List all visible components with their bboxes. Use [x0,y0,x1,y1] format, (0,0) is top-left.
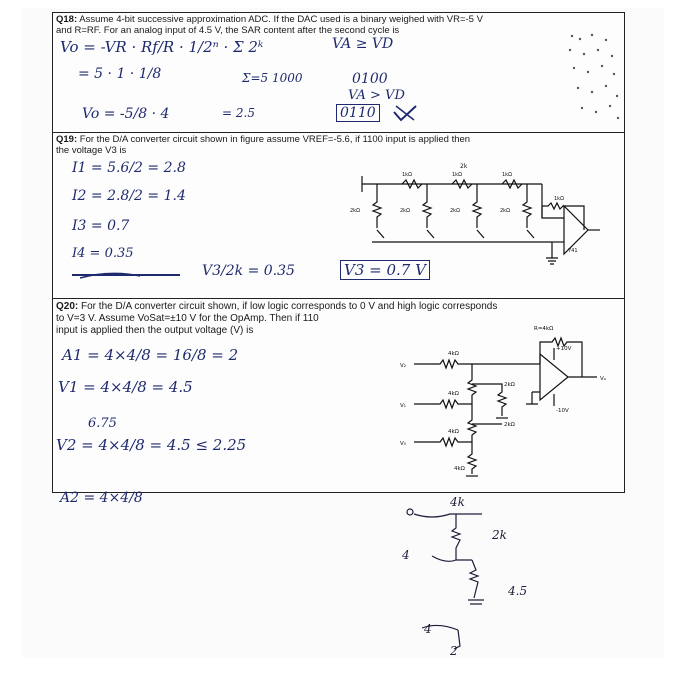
q18-work-code1: 0100 [352,71,388,87]
q20-label-r-bottom: 4kΩ [454,466,465,472]
q18-work-compare1: VA ≥ VD [332,36,394,52]
q20-line1: For the D/A converter circuit shown, if low logic corresponds to 0 V and high logic corresponds [81,301,498,312]
q20-label-vminus: -10V [556,408,569,414]
q20-label-rf: R=4kΩ [534,326,554,332]
q18-work-result: = 2.5 [222,106,255,120]
q19-strike [70,270,190,280]
q19-line2: the voltage V3 is [56,145,127,156]
margin-sketch-ladder [402,498,522,658]
q19-label-2k: 2k [460,163,468,170]
q19-label-r6: 2kΩ [450,208,460,214]
q20-number: Q20: [56,301,79,312]
q18-line2: and R=RF. For an analog input of 4.5 V, the SAR content after the second cycle is [56,25,400,36]
q20-label-2k-b: 2kΩ [504,422,515,428]
margin-note-45: 4.5 [508,584,528,598]
margin-note-4b: 4 [424,622,432,636]
q18-work-compare2: VA > VD [348,88,405,103]
q18-answer: 0110 [336,104,380,122]
q20-label-r-low: 4kΩ [448,429,459,435]
q20-work-v2: V2 = 4×4/8 = 4.5 ≤ 2.25 [56,436,247,454]
q18-work-line1: Vo = -VR · Rf/R · 1/2ⁿ · Σ 2ᵏ [60,38,264,56]
q19-label-r5: 2kΩ [400,208,410,214]
q18-check-mark [392,104,418,124]
q19-work-i4: I4 = 0.35 [72,246,134,261]
q20-work-v1: V1 = 4×4/8 = 4.5 [58,378,193,396]
q19-work-i2: I2 = 2.8/2 = 1.4 [72,188,186,204]
q20-label-vplus: +10V [556,346,572,352]
margin-note-2k: 2k [492,528,507,542]
q20-line2: to V=3 V. Assume VoSat=±10 V for the OpAmp. Then if 110 [56,313,319,324]
q20-label-vout: Vₒ [600,376,607,382]
q20-label-v0: V₀ [400,441,406,447]
q18-number: Q18: [56,14,78,25]
q20-text [56,301,497,313]
q20-work-a2: A2 = 4×4/8 [60,490,143,506]
q20-label-v2: V₂ [400,363,406,369]
q20-label-2k-a: 2kΩ [504,382,515,388]
q19-answer: V3 = 0.7 V [340,260,430,280]
q19-label-r3: 1kΩ [502,172,512,178]
margin-note-4: 4 [402,548,410,562]
margin-scribble [562,30,622,125]
margin-note-2: 2 [450,644,458,658]
q19-label-r7: 2kΩ [500,208,510,214]
q19-number: Q19: [56,134,78,145]
q18-line1: Assume 4-bit successive approximation ADC. If the DAC used is a binary weighed with VR=-5 V [79,14,483,25]
q19-label-r2: 1kΩ [452,172,462,178]
q20-work-a1: A1 = 4×4/8 = 16/8 = 2 [62,346,239,364]
q19-label-opamp: 741 [568,248,578,254]
q19-circuit-diagram [332,158,592,268]
q20-work-sum: 6.75 [88,416,117,431]
q19-label-r4: 2kΩ [350,208,360,214]
q19-work-i3: I3 = 0.7 [72,218,130,234]
q19-work-v3: V3/2k = 0.35 [202,263,295,279]
q20-label-r-top: 4kΩ [448,351,459,357]
q20-label-v1: V₁ [400,403,406,409]
q19-label-r1: 1kΩ [402,172,412,178]
q18-work-line2: = 5 · 1 · 1/8 [78,66,162,82]
q20-circuit-diagram [392,320,622,480]
q20-label-r-mid: 4kΩ [448,391,459,397]
margin-note-4k: 4k [450,495,465,509]
q19-label-rf: 1kΩ [554,196,564,202]
q18-work-line3: Vo = -5/8 · 4 [82,106,170,122]
worksheet-page [22,8,664,658]
q18-work-sum: Σ=5 1000 [242,71,303,85]
q20-line3: input is applied then the output voltage (V) is [56,325,254,336]
q19-work-i1: I1 = 5.6/2 = 2.8 [72,160,186,176]
q19-line1: For the D/A converter circuit shown in figure assume VREF=-5.6, if 1100 input is applied then [79,134,471,145]
